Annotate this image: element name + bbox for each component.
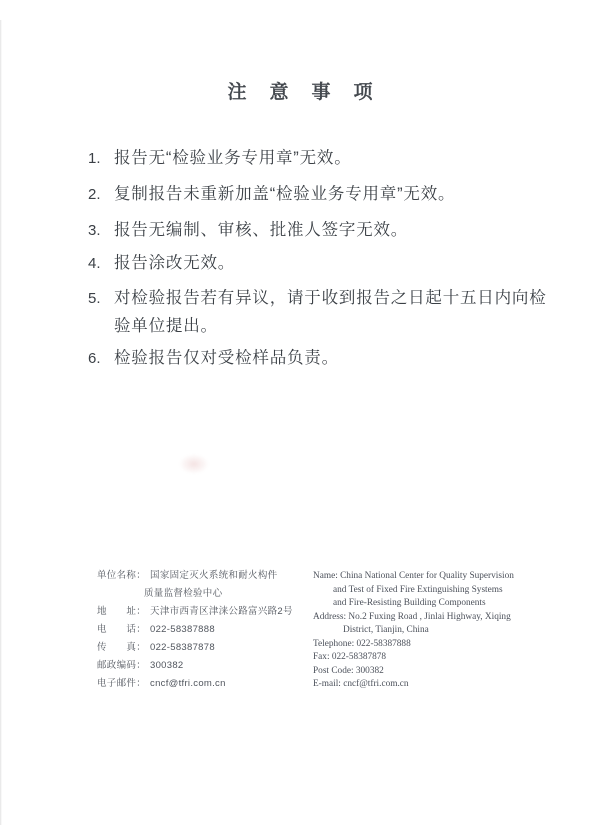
notice-text: 报告涂改无效。 xyxy=(114,254,236,272)
notice-text: 检验报告仅对受检样品负责。 xyxy=(114,349,339,367)
footer-en-telephone: Telephone: 022-58387888 xyxy=(313,638,411,649)
footer-cn-value: cncf@tfri.com.cn xyxy=(150,678,226,689)
scan-edge-artifact xyxy=(0,20,2,825)
notice-text: 报告无“检验业务专用章”无效。 xyxy=(114,149,352,167)
footer-en-email: E-mail: cncf@tfri.com.cn xyxy=(313,679,409,689)
notice-item-2 xyxy=(88,186,558,203)
footer-cn-telephone xyxy=(97,625,215,635)
footer-cn-label: 地 址： xyxy=(97,606,147,617)
page-title: 注意事项 xyxy=(227,82,396,103)
notice-item-5-line-2 xyxy=(88,318,558,335)
notice-number: 6. xyxy=(88,350,101,367)
notice-number: 5. xyxy=(88,290,101,307)
footer-en-name-line-3: and Fire-Resisting Building Components xyxy=(333,598,486,608)
notice-item-5 xyxy=(88,290,558,307)
footer-en-address-line-2: District, Tianjin, China xyxy=(343,625,429,635)
notice-item-1 xyxy=(88,150,558,167)
footer-cn-value: 天津市西青区津涞公路富兴路2号 xyxy=(150,606,293,617)
notice-item-4 xyxy=(88,255,558,272)
footer-cn-email xyxy=(97,679,226,689)
footer-en-name: Name: China National Center for Quality Supervision xyxy=(313,571,514,581)
footer-cn-value: 300382 xyxy=(150,660,184,671)
footer-cn-value: 022-58387888 xyxy=(150,624,215,635)
footer-cn-fax xyxy=(97,643,215,653)
notice-text: 验单位提出。 xyxy=(114,317,218,335)
footer-cn-value: 022-58387878 xyxy=(150,642,215,653)
footer-en-block xyxy=(313,570,573,692)
footer-cn-value: 国家固定灭火系统和耐火构件 xyxy=(150,570,278,581)
footer-cn-post-code xyxy=(97,661,184,671)
notice-text: 对检验报告若有异议，请于收到报告之日起十五日内向检 xyxy=(114,289,547,307)
footer-en-post-code: Post Code: 300382 xyxy=(313,665,384,676)
notice-item-6 xyxy=(88,350,558,367)
notice-text: 报告无编制、审核、批准人签字无效。 xyxy=(114,221,409,239)
footer-en-fax: Fax: 022-58387878 xyxy=(313,652,387,662)
notice-number: 1. xyxy=(88,150,101,167)
footer-cn-label: 传 真： xyxy=(97,642,147,653)
footer-cn-unit-name-line-2 xyxy=(97,589,222,599)
footer-en-name-line-2: and Test of Fixed Fire Extinguishing Systems xyxy=(333,584,503,595)
footer-cn-label: 单位名称： xyxy=(97,570,147,581)
footer-cn-address xyxy=(97,607,293,617)
notice-number: 3. xyxy=(88,222,101,239)
notice-text: 复制报告未重新加盖“检验业务专用章”无效。 xyxy=(114,185,456,203)
footer-cn-label: 邮政编码： xyxy=(97,660,147,671)
footer-cn-value: 质量监督检验中心 xyxy=(144,588,223,599)
notice-number: 2. xyxy=(88,186,101,203)
footer-en-address: Address: No.2 Fuxing Road , Jinlai Highway, Xiqing xyxy=(313,611,511,622)
scan-smudge-artifact xyxy=(179,454,209,474)
footer-cn-label: 电 话： xyxy=(97,624,147,635)
notice-number: 4. xyxy=(88,255,101,272)
notice-item-3 xyxy=(88,222,558,239)
footer-cn-unit-name xyxy=(97,571,277,581)
footer-cn-label: 电子邮件： xyxy=(97,678,147,689)
